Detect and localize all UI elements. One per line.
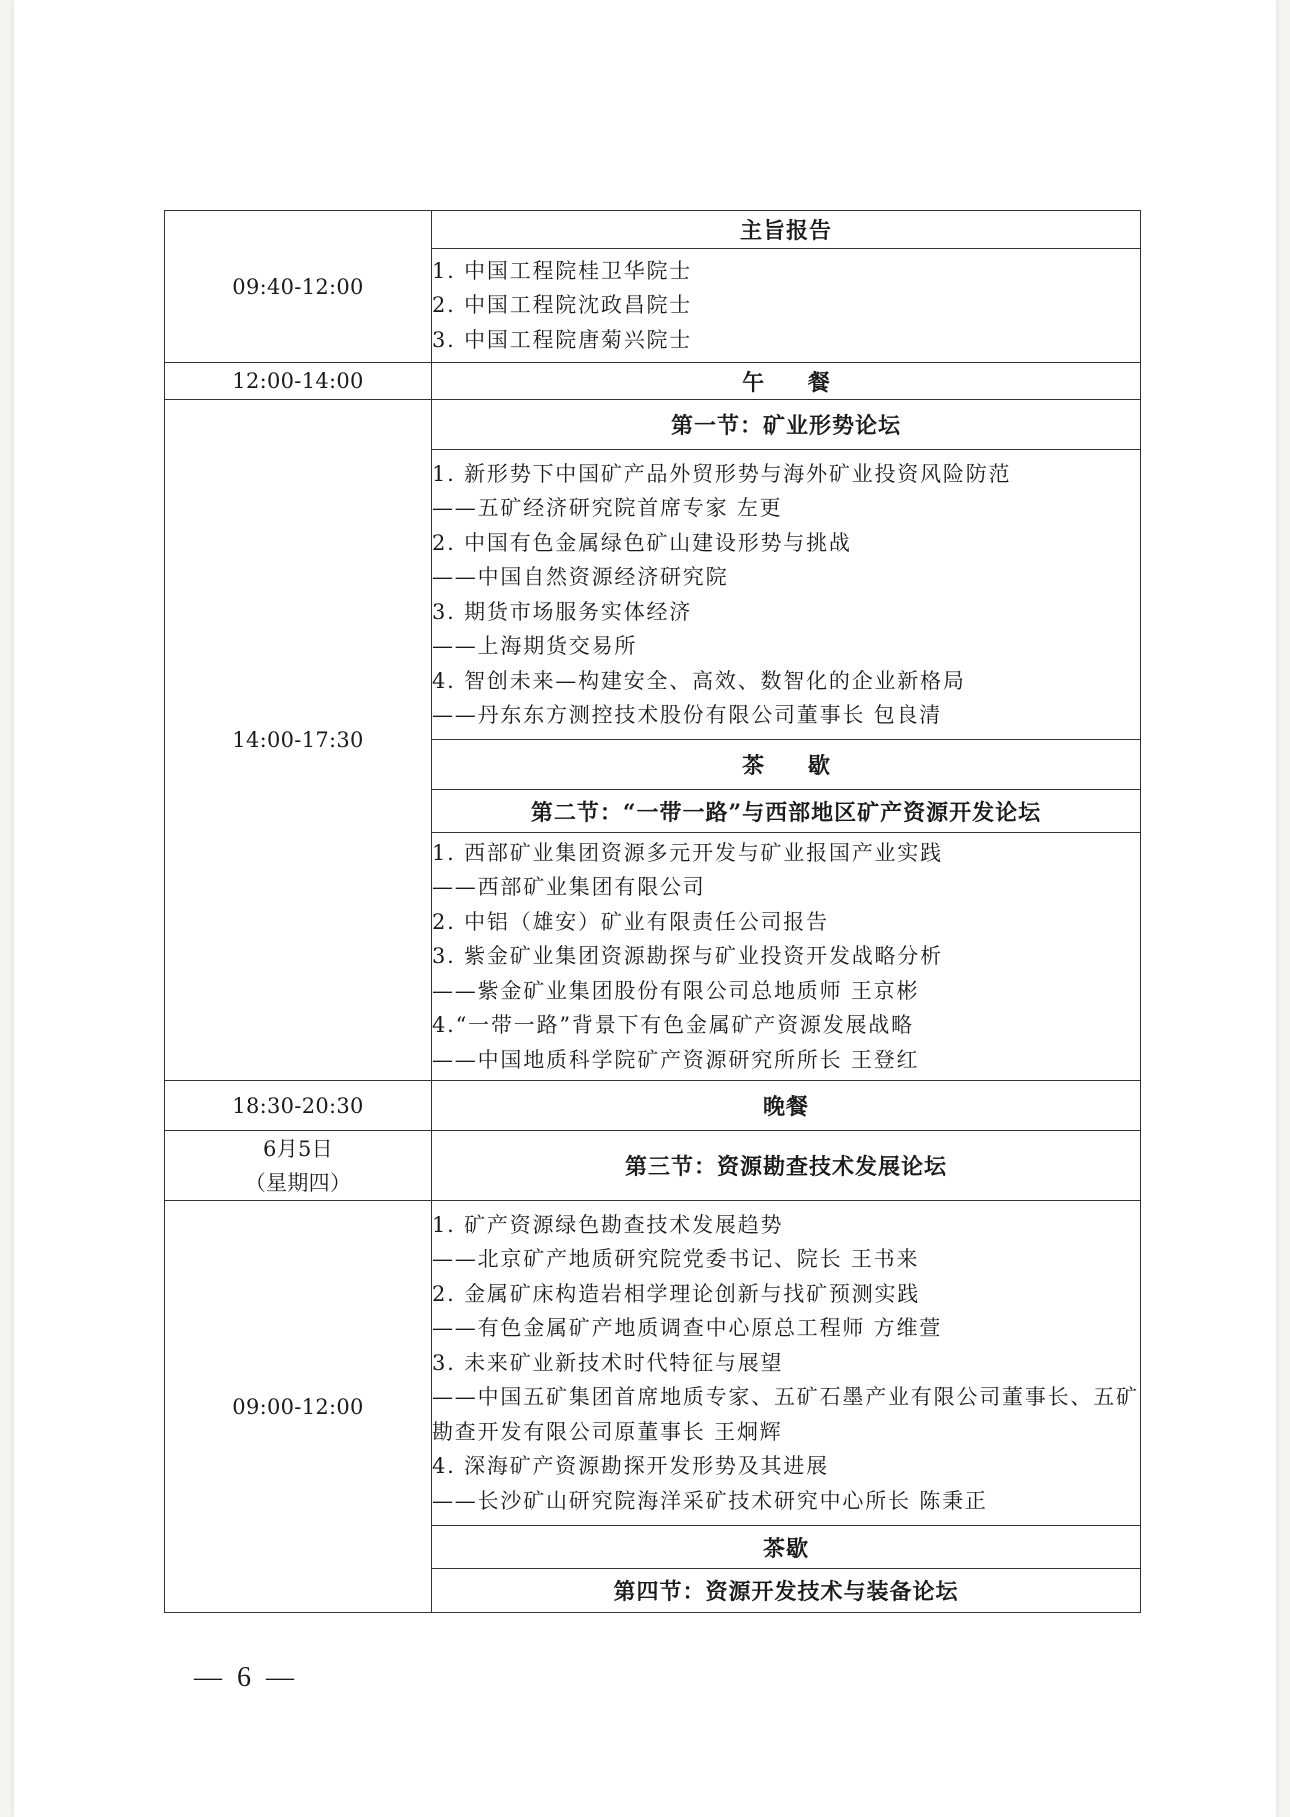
table-row: [165, 400, 1141, 450]
schedule-table: [164, 210, 1141, 1613]
section-heading: 第二节：“一带一路”与西部地区矿产资源开发论坛: [432, 790, 1141, 833]
table-row: [165, 1081, 1141, 1131]
time-cell: 18:30-20:30: [165, 1081, 432, 1131]
section-heading: 第一节：矿业形势论坛: [432, 400, 1141, 450]
list-item: ——五矿经济研究院首席专家 左更: [432, 496, 783, 520]
table-row: [165, 363, 1141, 400]
item-list: [432, 249, 1141, 363]
item-list: [432, 450, 1141, 740]
time-cell: 12:00-14:00: [165, 363, 432, 400]
list-item: 3. 紫金矿业集团资源勘探与矿业投资开发战略分析: [432, 944, 943, 969]
list-item: ——西部矿业集团有限公司: [432, 875, 706, 900]
list-item: 1. 新形势下中国矿产品外贸形势与海外矿业投资风险防范: [432, 461, 1012, 486]
tea-break-heading: 茶 歇: [432, 740, 1141, 790]
list-item: 2. 中国有色金属绿色矿山建设形势与挑战: [432, 530, 852, 555]
list-item: 3. 未来矿业新技术时代特征与展望: [432, 1350, 784, 1375]
time-cell: 09:00-12:00: [165, 1201, 432, 1613]
list-item: 1. 矿产资源绿色勘查技术发展趋势: [432, 1212, 784, 1237]
table-row: [165, 211, 1141, 249]
list-item: ——长沙矿山研究院海洋采矿技术研究中心所长 陈秉正: [432, 1488, 988, 1513]
list-item: ——中国地质科学院矿产资源研究所所长 王登红: [432, 1047, 920, 1072]
document-page: [14, 0, 1276, 1817]
list-item: 3. 中国工程院唐菊兴院士: [432, 327, 693, 352]
weekday-text: （星期四）: [244, 1170, 352, 1195]
time-cell: 09:40-12:00: [165, 211, 432, 363]
list-item: 1. 中国工程院桂卫华院士: [432, 258, 693, 283]
section-heading: 第四节：资源开发技术与装备论坛: [432, 1569, 1141, 1613]
list-item: ——有色金属矿产地质调查中心原总工程师 方维萱: [432, 1316, 943, 1341]
lunch-heading: 午 餐: [432, 363, 1141, 400]
list-item: 1. 西部矿业集团资源多元开发与矿业报国产业实践: [432, 840, 943, 865]
list-item: 4.“一带一路”背景下有色金属矿产资源发展战略: [432, 1013, 914, 1038]
table-row: [165, 1201, 1141, 1526]
list-item: 2. 中铝（雄安）矿业有限责任公司报告: [432, 909, 829, 934]
list-item: 4. 深海矿产资源勘探开发形势及其进展: [432, 1454, 829, 1479]
page-number: — 6 —: [194, 1662, 298, 1693]
list-item: ——紫金矿业集团股份有限公司总地质师 王京彬: [432, 978, 920, 1003]
time-cell: 14:00-17:30: [165, 400, 432, 1081]
list-item: ——上海期货交易所: [432, 634, 638, 658]
item-list: [432, 833, 1141, 1081]
item-list: [432, 1201, 1141, 1526]
date-text: 6月5日: [263, 1136, 333, 1161]
list-item: 2. 金属矿床构造岩相学理论创新与找矿预测实践: [432, 1281, 921, 1306]
dinner-heading: 晚餐: [432, 1081, 1141, 1131]
list-item: ——中国自然资源经济研究院: [432, 565, 729, 589]
list-item: 2. 中国工程院沈政昌院士: [432, 293, 693, 318]
section-heading: 主旨报告: [432, 211, 1141, 249]
list-item: ——北京矿产地质研究院党委书记、院长 王书来: [432, 1247, 920, 1272]
list-item: ——丹东东方测控技术股份有限公司董事长 包良清: [432, 703, 943, 727]
table-row: [165, 1131, 1141, 1201]
list-item: 3. 期货市场服务实体经济: [432, 599, 693, 624]
list-item: 4. 智创未来—构建安全、高效、数智化的企业新格局: [432, 668, 966, 693]
tea-break-heading: 茶歇: [432, 1526, 1141, 1569]
section-heading: 第三节：资源勘查技术发展论坛: [432, 1131, 1141, 1201]
date-cell: [165, 1131, 432, 1201]
list-item: ——中国五矿集团首席地质专家、五矿石墨产业有限公司董事长、五矿勘查开发有限公司原董事长 王炯辉: [432, 1385, 1139, 1444]
